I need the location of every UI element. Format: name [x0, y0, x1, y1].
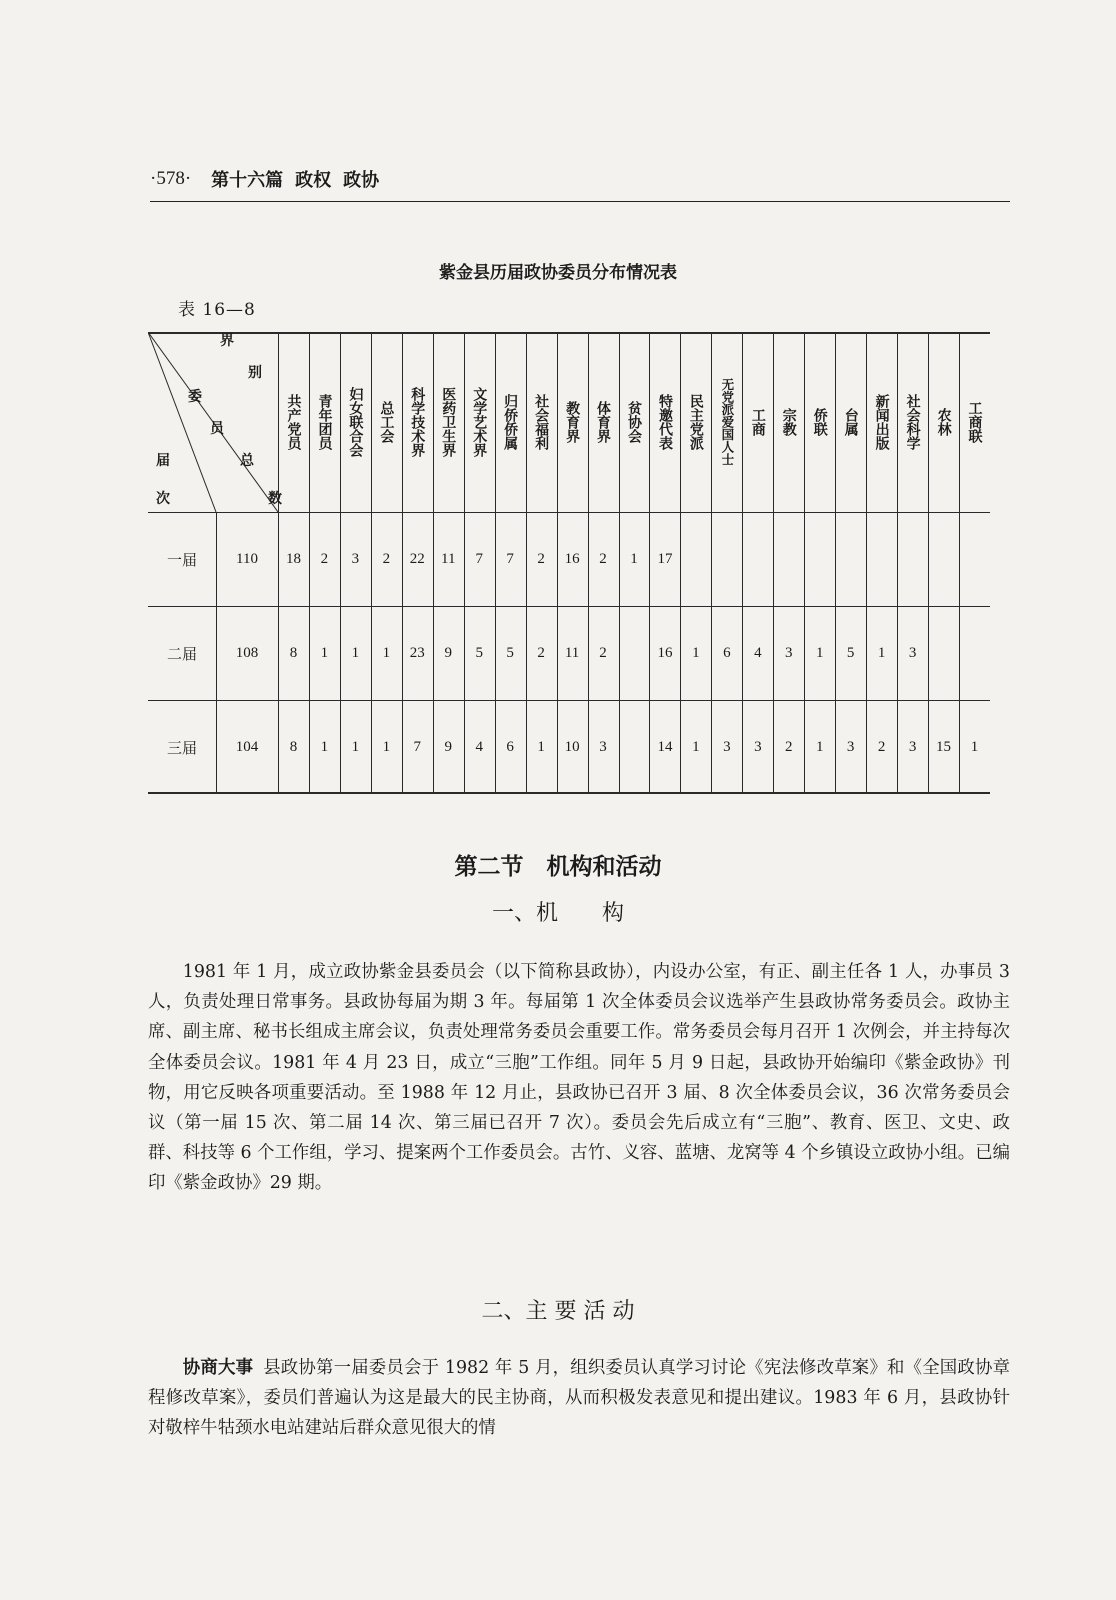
data-cell: 1	[815, 644, 824, 661]
total-cell: 104	[235, 738, 259, 755]
data-cell	[773, 512, 804, 606]
data-cell: 7	[506, 550, 514, 567]
column-header: 新闻出版	[873, 394, 890, 450]
data-cell: 1	[692, 738, 700, 755]
data-cell: 9	[444, 738, 452, 755]
data-cell: 1	[877, 644, 886, 661]
total-cell: 108	[235, 644, 259, 661]
member-distribution-table	[148, 332, 990, 794]
chapter-label: 第十六篇	[211, 170, 284, 191]
data-cell: 16	[564, 550, 580, 567]
column-header: 科学技术界	[409, 387, 426, 457]
total-cell: 110	[236, 550, 258, 567]
column-header: 侨联	[811, 408, 828, 436]
column-header: 社会科学	[904, 394, 921, 450]
data-cell: 7	[413, 738, 422, 755]
column-header: 特邀代表	[656, 394, 673, 450]
paragraph-organization: 1981 年 1 月，成立政协紫金县委员会（以下简称县政协），内设办公室，有正、副主任各 1 人，办事员 3 人，负责处理日常事务。县政协每届为期 3 年。每届第 1 次全体委员会议选举产生县政协常务委员会。政协主席、副主席、秘书长组成主席会议，负责处理常务委员会重要工作。常务委员会每月召开 1 次例会，并主持每次全体委员会议。1981 年 4 月 23 日，成立“三胞”工作组。同年 5 月 9 日起，县政协开始编印《紫金政协》刊物，用它反映各项重要活动。至 1988 年 12 月止，县政协已召开 3 届、8 次全体委员会议，36 次常务委员会议（第一届 15 次、第二届 14 次、第三届已召开 7 次）。委员会先后成立有“三胞”、教育、医卫、文史、政群、科技等 6 个工作组，学习、提案两个工作委员会。古竹、义容、蓝塘、龙窝等 4 个乡镇设立政协小组。已编印《紫金政协》29 期。	[148, 962, 1010, 1194]
data-cell: 1	[382, 644, 391, 661]
data-cell	[866, 512, 897, 606]
page-number: ·578·	[150, 168, 192, 189]
data-cell: 1	[351, 644, 360, 661]
column-header: 总工会	[378, 401, 395, 443]
data-cell	[959, 512, 990, 606]
data-cell: 2	[320, 550, 329, 567]
subsection-title-activities: 二、主 要 活 动	[481, 1299, 635, 1324]
data-cell	[928, 512, 959, 606]
paragraph-activities-text: 县政协第一届委员会于 1982 年 5 月，组织委员认真学习讨论《宪法修改草案》和《全国政协章程修改草案》，委员们普遍认为这是最大的民主协商，从而积极发表意见和提出建议。1983 年 6 月，县政协针对敬梓牛牯颈水电站建站后群众意见很大的情	[148, 1358, 1010, 1439]
corner-label-sector: 别	[248, 365, 262, 381]
data-cell: 16	[657, 644, 673, 661]
row-label: 一届	[166, 550, 197, 569]
data-cell: 6	[506, 738, 514, 755]
paragraph-activities	[148, 1353, 1010, 1444]
data-cell: 1	[692, 644, 700, 661]
column-header: 工商	[749, 408, 766, 436]
column-header: 共产党员	[285, 394, 302, 450]
corner-label-term: 次	[156, 491, 170, 507]
data-cell: 1	[320, 644, 329, 661]
corner-label-term: 届	[156, 453, 170, 469]
data-cell: 1	[320, 738, 329, 755]
column-header: 工商联	[966, 401, 983, 443]
data-cell: 14	[657, 738, 673, 755]
data-cell: 2	[537, 550, 545, 567]
data-cell: 8	[289, 738, 298, 755]
column-header: 台属	[842, 408, 859, 436]
corner-label-members: 委	[188, 389, 202, 405]
data-cell: 2	[599, 644, 607, 661]
data-cell	[711, 512, 742, 606]
column-header: 贫协会	[626, 401, 642, 443]
data-cell: 2	[599, 550, 607, 567]
corner-diagonal-line	[148, 332, 216, 512]
data-cell: 8	[289, 644, 298, 661]
data-cell: 22	[409, 550, 425, 567]
data-cell: 3	[846, 738, 855, 755]
row-label: 二届	[166, 644, 197, 663]
data-cell: 17	[657, 550, 673, 567]
data-cell: 3	[754, 738, 762, 755]
data-cell: 18	[285, 550, 301, 567]
data-cell	[835, 512, 866, 606]
corner-label-total: 数	[268, 491, 282, 507]
data-cell	[897, 512, 928, 606]
data-cell	[619, 606, 650, 700]
row-label: 三届	[166, 738, 197, 757]
column-header: 教育界	[564, 401, 581, 443]
data-cell: 2	[785, 738, 793, 755]
data-cell: 11	[441, 550, 456, 567]
data-cell: 3	[908, 644, 917, 661]
data-cell: 3	[908, 738, 917, 755]
data-cell: 11	[564, 644, 580, 661]
section-title: 第二节 机构和活动	[454, 854, 662, 880]
data-cell: 3	[599, 738, 607, 755]
column-header: 体育界	[595, 401, 612, 443]
column-header: 医药卫生界	[440, 387, 457, 457]
column-header: 宗教	[780, 408, 797, 436]
corner-label-sector: 界	[220, 333, 234, 349]
data-cell: 2	[877, 738, 886, 755]
data-cell: 7	[475, 550, 483, 567]
column-header: 社会福利	[533, 394, 550, 450]
column-header: 农林	[935, 408, 952, 436]
data-cell	[742, 512, 773, 606]
column-header: 民主党派	[687, 394, 704, 450]
corner-label-total: 总	[240, 453, 254, 469]
chapter-title-1: 政权	[295, 170, 332, 191]
data-cell: 15	[936, 738, 952, 755]
data-cell: 2	[537, 644, 545, 661]
data-cell: 4	[754, 644, 762, 661]
run-in-heading: 协商大事	[182, 1358, 254, 1378]
column-header: 归侨侨属	[502, 394, 519, 450]
corner-label-members: 员	[210, 421, 224, 437]
header-rule	[150, 201, 1010, 202]
data-cell: 4	[475, 738, 483, 755]
data-cell	[928, 606, 959, 700]
data-cell	[619, 700, 650, 794]
data-cell: 2	[382, 550, 391, 567]
running-header	[150, 164, 379, 194]
data-cell: 9	[444, 644, 452, 661]
data-cell: 3	[785, 644, 793, 661]
data-cell: 5	[846, 644, 855, 661]
data-cell	[804, 512, 835, 606]
column-header: 妇女联合会	[347, 387, 364, 457]
column-header: 文学艺术界	[471, 387, 488, 457]
data-cell: 1	[815, 738, 824, 755]
data-cell: 1	[537, 738, 545, 755]
data-cell: 1	[970, 738, 979, 755]
data-cell: 1	[382, 738, 391, 755]
data-cell: 3	[351, 550, 360, 567]
subsection-title-organization: 一、机 构	[491, 901, 624, 926]
data-cell	[959, 606, 990, 700]
data-cell: 23	[409, 644, 425, 661]
table-number: 表 16—8	[178, 300, 256, 320]
data-cell: 5	[506, 644, 514, 661]
data-cell: 1	[630, 550, 638, 567]
column-header: 无党派爱国人士	[719, 378, 735, 466]
data-cell: 6	[723, 644, 731, 661]
data-cell	[680, 512, 711, 606]
chapter-title-2: 政协	[343, 170, 380, 191]
data-cell: 5	[475, 644, 483, 661]
column-header: 青年团员	[316, 394, 333, 450]
data-cell: 3	[723, 738, 731, 755]
data-cell: 10	[564, 738, 580, 755]
table-title: 紫金县历届政协委员分布情况表	[439, 263, 677, 283]
data-cell: 1	[351, 738, 360, 755]
